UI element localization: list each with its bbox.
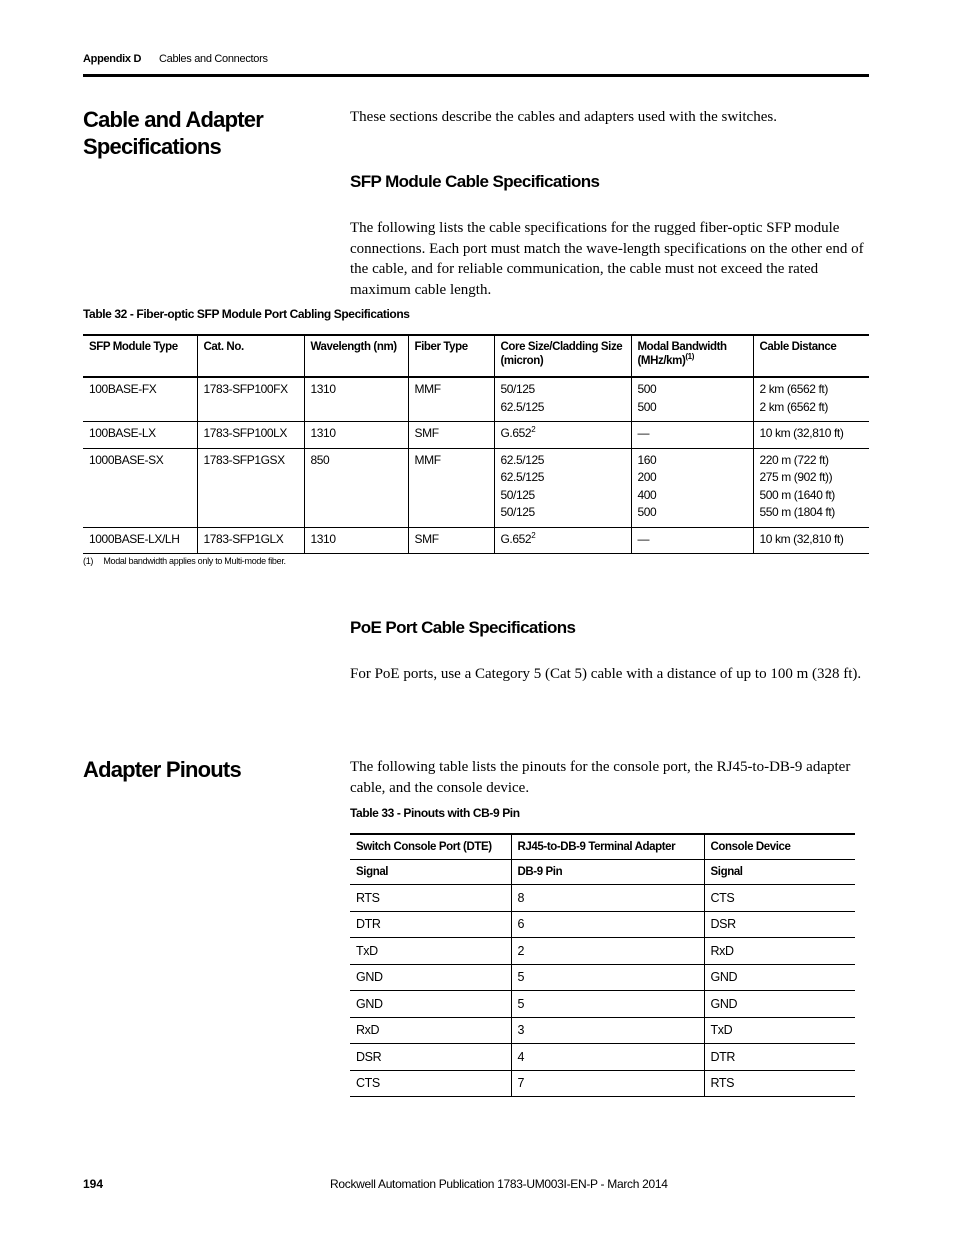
cell-core xyxy=(494,422,631,449)
table-row xyxy=(83,422,869,449)
cell-fiber: MMF xyxy=(408,377,494,422)
header-core-size: Core Size/Cladding Size (micron) xyxy=(494,335,631,377)
sfp-cabling-table xyxy=(83,334,869,554)
core-footnote-ref: 2 xyxy=(531,530,536,540)
cell-fiber: MMF xyxy=(408,448,494,527)
table-row xyxy=(350,1017,855,1044)
section-title-line-2: Specifications xyxy=(83,134,221,159)
cell-cat: 1783-SFP1GSX xyxy=(197,448,304,527)
cell-signal: DSR xyxy=(356,1049,382,1064)
cell-signal: CTS xyxy=(704,885,855,912)
cell-core: 62.5/125 62.5/125 50/125 50/125 xyxy=(494,448,631,527)
header-fiber-type: Fiber Type xyxy=(408,335,494,377)
cell-bandwidth: 500 500 xyxy=(631,377,753,422)
table-row xyxy=(350,1044,855,1071)
cell-bandwidth: 160 200 400 500 xyxy=(631,448,753,527)
page-number: 194 xyxy=(83,1177,104,1191)
cell-signal: TxD xyxy=(704,1017,855,1044)
cell-core-text: G.652 xyxy=(500,531,532,546)
cell-signal: CTS xyxy=(356,1076,380,1091)
table-row xyxy=(83,448,869,527)
cell-pin: 8 xyxy=(511,885,704,912)
cell-fiber: SMF xyxy=(408,527,494,554)
cell-signal: GND xyxy=(356,996,383,1011)
table-subheader-row xyxy=(350,860,855,885)
cell-signal: GND xyxy=(356,970,383,985)
header-cable-distance: Cable Distance xyxy=(753,335,869,377)
table32-footnote-mark: (1) xyxy=(83,556,94,566)
table-row xyxy=(350,964,855,991)
subheader-signal: Signal xyxy=(356,866,389,878)
cell-distance: 10 km (32,810 ft) xyxy=(753,527,869,554)
cell-distance: 2 km (6562 ft) 2 km (6562 ft) xyxy=(753,377,869,422)
cell-signal: RxD xyxy=(356,1023,380,1038)
header-wavelength: Wavelength (nm) xyxy=(304,335,408,377)
cell-type: 1000BASE-LX/LH xyxy=(89,531,180,546)
cell-pin: 5 xyxy=(511,991,704,1018)
cell-pin: 2 xyxy=(511,938,704,965)
poe-paragraph: For PoE ports, use a Category 5 (Cat 5) cable with a distance of up to 100 m (328 ft). xyxy=(350,666,862,682)
table-header-row xyxy=(350,834,855,860)
header-modal-bandwidth xyxy=(631,335,753,377)
table-row xyxy=(83,377,869,422)
section-title-line-1: Cable and Adapter xyxy=(83,107,263,132)
cell-core xyxy=(494,527,631,554)
header-sfp-module-type: SFP Module Type xyxy=(89,341,178,353)
header-terminal-adapter: RJ45-to-DB-9 Terminal Adapter xyxy=(511,834,704,860)
poe-heading: PoE Port Cable Specifications xyxy=(350,618,576,637)
table-header-row xyxy=(83,335,869,377)
cell-signal: DSR xyxy=(704,911,855,938)
cell-wavelength: 850 xyxy=(304,448,408,527)
cell-bandwidth: — xyxy=(631,422,753,449)
table32-caption: Table 32 - Fiber-optic SFP Module Port Cabling Specifications xyxy=(83,307,410,321)
header-console-device: Console Device xyxy=(704,834,855,860)
header-switch-console-port: Switch Console Port (DTE) xyxy=(356,841,492,853)
cell-pin: 6 xyxy=(511,911,704,938)
table33-caption: Table 33 - Pinouts with CB-9 Pin xyxy=(350,806,520,820)
table-row xyxy=(350,991,855,1018)
sfp-heading: SFP Module Cable Specifications xyxy=(350,172,600,191)
cell-cat: 1783-SFP100LX xyxy=(197,422,304,449)
cell-signal: RxD xyxy=(704,938,855,965)
subheader-db9-pin: DB-9 Pin xyxy=(511,860,704,885)
header-appendix-label: Appendix D xyxy=(83,53,142,65)
table-row xyxy=(350,911,855,938)
sfp-paragraph: The following lists the cable specifications for the rugged fiber-optic SFP module connections. Each port must match the wave-length specifications on the other end of the cable, and for reliable communication, the cable must not exceed the rated maximum cable length. xyxy=(350,220,864,298)
cell-signal: RTS xyxy=(356,890,380,905)
cell-bandwidth: — xyxy=(631,527,753,554)
cell-signal: TxD xyxy=(356,943,378,958)
cell-cat: 1783-SFP100FX xyxy=(197,377,304,422)
header-chapter-title: Cables and Connectors xyxy=(159,53,268,65)
adapter-paragraph: The following table lists the pinouts for the console port, the RJ45-to-DB-9 adapter cable, and the console device. xyxy=(350,759,851,796)
cell-wavelength: 1310 xyxy=(304,527,408,554)
section-title-cable-adapter xyxy=(83,106,263,160)
cell-type: 1000BASE-SX xyxy=(89,452,164,467)
cell-signal: GND xyxy=(704,991,855,1018)
header-rule xyxy=(83,74,869,77)
cell-signal: GND xyxy=(704,964,855,991)
cell-cat: 1783-SFP1GLX xyxy=(197,527,304,554)
footnote-ref: (1) xyxy=(685,351,694,361)
cell-distance: 10 km (32,810 ft) xyxy=(753,422,869,449)
cell-wavelength: 1310 xyxy=(304,377,408,422)
cell-pin: 4 xyxy=(511,1044,704,1071)
cell-core-text: G.652 xyxy=(500,426,532,440)
cell-pin: 7 xyxy=(511,1070,704,1097)
header-cat-no: Cat. No. xyxy=(197,335,304,377)
section-intro-paragraph: These sections describe the cables and adapters used with the switches. xyxy=(350,109,777,125)
cell-distance: 220 m (722 ft) 275 m (902 ft)) 500 m (1640 ft) 550 m (1804 ft) xyxy=(753,448,869,527)
cell-signal: DTR xyxy=(704,1044,855,1071)
adapter-pinouts-title: Adapter Pinouts xyxy=(83,757,241,782)
cell-pin: 3 xyxy=(511,1017,704,1044)
table-row xyxy=(350,938,855,965)
cell-signal: DTR xyxy=(356,917,381,932)
table-row xyxy=(350,1070,855,1097)
cell-fiber: SMF xyxy=(408,422,494,449)
cell-type: 100BASE-FX xyxy=(89,382,157,396)
table-row xyxy=(83,527,869,554)
cell-signal: RTS xyxy=(704,1070,855,1097)
table32-footnote-text: Modal bandwidth applies only to Multi-mode fiber. xyxy=(103,556,286,566)
table32-footnote xyxy=(83,556,286,566)
publication-info: Rockwell Automation Publication 1783-UM003I-EN-P - March 2014 xyxy=(330,1177,668,1191)
cell-type: 100BASE-LX xyxy=(89,426,156,440)
cell-pin: 5 xyxy=(511,964,704,991)
table-row xyxy=(350,885,855,912)
pinouts-table xyxy=(350,833,855,1097)
header-modal-bandwidth-label: Modal Bandwidth (MHz/km) xyxy=(637,341,727,367)
subheader-signal: Signal xyxy=(704,860,855,885)
cell-wavelength: 1310 xyxy=(304,422,408,449)
cell-core: 50/125 62.5/125 xyxy=(494,377,631,422)
core-footnote-ref: 2 xyxy=(531,425,536,434)
